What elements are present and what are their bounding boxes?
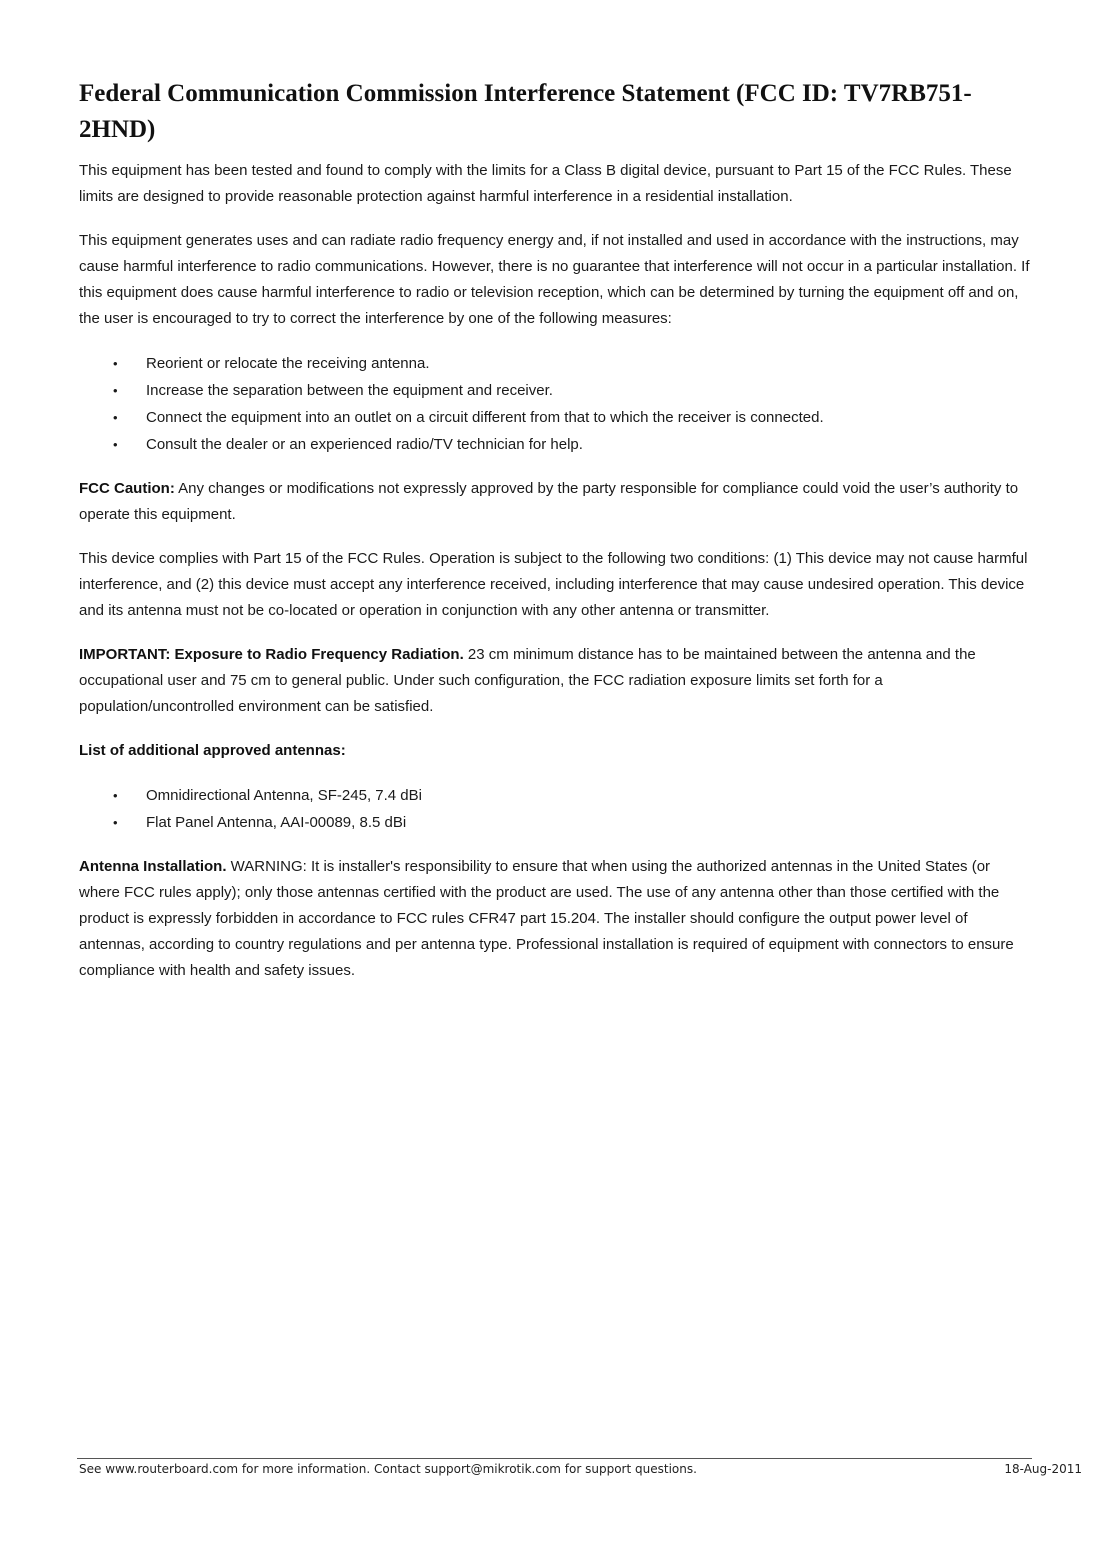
document-page (79, 76, 1034, 1002)
bullet-icon: • (113, 815, 118, 830)
antenna-installation-text: WARNING: It is installer's responsibility to ensure that when using the authorized antennas in the United States (or where FCC rules apply); only those antennas certified with the product are used. The use of any antenna other than those certified with the product is expressly forbidden in accordance to FCC rules CFR47 part 15.204. The installer should configure the output power level of antennas, according to country regulations and per antenna type. Professional installation is required of equipment with connectors to ensure compliance with health and safety issues. (79, 858, 1014, 979)
rf-exposure-label: IMPORTANT: Exposure to Radio Frequency Radiation. (79, 646, 464, 663)
antennas-heading: List of additional approved antennas: (79, 742, 346, 759)
list-item-text: Consult the dealer or an experienced radio/TV technician for help. (146, 436, 583, 453)
intro-paragraph: This equipment has been tested and found to comply with the limits for a Class B digital device, pursuant to Part 15 of the FCC Rules. These limits are designed to provide reasonable protection against harmful interference in a residential installation. (79, 162, 1012, 205)
antenna-installation-label: Antenna Installation. (79, 858, 227, 875)
footer-divider (77, 1458, 1032, 1459)
list-item-text: Flat Panel Antenna, AAI-00089, 8.5 dBi (146, 814, 407, 831)
footer-info: See www.routerboard.com for more information. Contact support@mikrotik.com for support questions. (79, 1462, 697, 1476)
list-item-text: Connect the equipment into an outlet on a circuit different from that to which the receiver is connected. (146, 409, 824, 426)
list-item-text: Increase the separation between the equipment and receiver. (146, 382, 553, 399)
bullet-icon: • (113, 788, 118, 803)
antenna-installation-paragraph (79, 854, 1034, 984)
footer-date: 18-Aug-2011 (1004, 1462, 1082, 1476)
rf-exposure-paragraph (79, 642, 1034, 720)
page-title: Federal Communication Commission Interference Statement (FCC ID: TV7RB751-2HND) (79, 80, 972, 143)
rf-exposure-text: 23 cm minimum distance has to be maintained between the antenna and the occupational user and 75 cm to general public. Under such configuration, the FCC radiation exposure limits set forth for a population/uncontrolled environment can be satisfied. (79, 646, 976, 715)
list-item (79, 350, 1034, 377)
bullet-icon: • (113, 410, 118, 425)
bullet-icon: • (113, 437, 118, 452)
measures-list (79, 350, 1034, 458)
bullet-icon: • (113, 383, 118, 398)
fcc-caution-text: Any changes or modifications not expressly approved by the party responsible for compliance could void the user’s authority to operate this equipment. (79, 480, 1019, 523)
list-item-text: Omnidirectional Antenna, SF-245, 7.4 dBi (146, 787, 422, 804)
list-item (79, 782, 1034, 809)
list-item (79, 431, 1034, 458)
list-item (79, 377, 1034, 404)
part15-paragraph: This device complies with Part 15 of the FCC Rules. Operation is subject to the following two conditions: (1) This device may not cause harmful interference, and (2) this device must accept any interference received, including interference that may cause undesired operation. This device and its antenna must not be co-located or operation in conjunction with any other antenna or transmitter. (79, 550, 1028, 619)
list-item (79, 404, 1034, 431)
list-item-text: Reorient or relocate the receiving antenna. (146, 355, 430, 372)
fcc-caution-label: FCC Caution: (79, 480, 175, 497)
interference-paragraph: This equipment generates uses and can radiate radio frequency energy and, if not installed and used in accordance with the instructions, may cause harmful interference to radio communications. However, there is no guarantee that interference will not occur in a particular installation. If this equipment does cause harmful interference to radio or television reception, which can be determined by turning the equipment off and on, the user is encouraged to try to correct the interference by one of the following measures: (79, 232, 1030, 327)
bullet-icon: • (113, 356, 118, 371)
fcc-caution-paragraph (79, 476, 1034, 528)
list-item (79, 809, 1034, 836)
antennas-list (79, 782, 1034, 836)
